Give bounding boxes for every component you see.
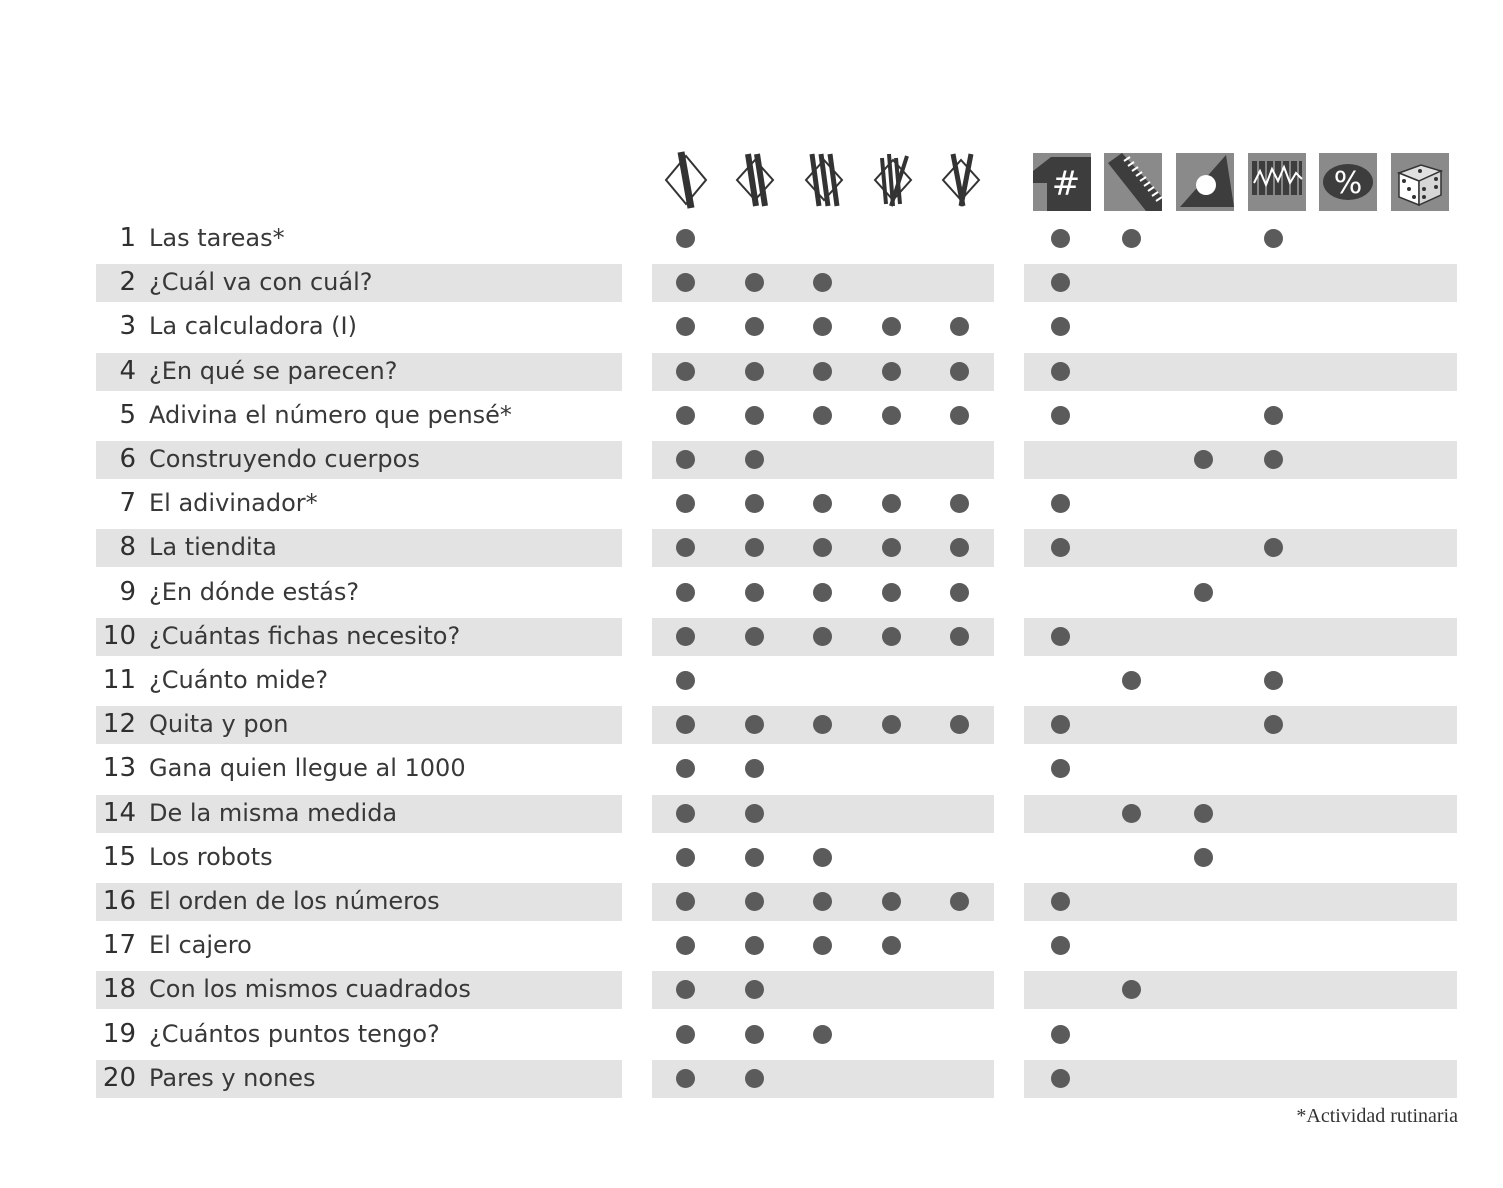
- grade-dot: [745, 715, 764, 734]
- activity-number: 2: [119, 267, 136, 298]
- grade-dot: [950, 362, 969, 381]
- activity-number: 1: [119, 223, 136, 253]
- activity-number: 4: [119, 355, 136, 386]
- svg-text:#: #: [1051, 164, 1081, 204]
- footnote: *Actividad rutinaria: [1296, 1105, 1458, 1127]
- activity-title: Con los mismos cuadrados: [149, 975, 471, 1004]
- grade-dot: [676, 980, 695, 999]
- axis-dot: [1264, 715, 1283, 734]
- table-row: [0, 482, 1503, 524]
- axis-dot: [1194, 583, 1213, 602]
- table-row: [0, 615, 1503, 657]
- grade-dot: [950, 494, 969, 513]
- grade-dot: [950, 538, 969, 557]
- axis-dot: [1051, 229, 1070, 248]
- table-row: [0, 394, 1503, 436]
- grade-dot: [676, 317, 695, 336]
- grade-dot: [813, 892, 832, 911]
- grade-dot: [882, 936, 901, 955]
- grade-dot: [676, 494, 695, 513]
- axis-dot: [1264, 671, 1283, 690]
- activity-title: ¿Cuántos puntos tengo?: [149, 1019, 440, 1048]
- axis-dot: [1194, 804, 1213, 823]
- grade-dot: [813, 583, 832, 602]
- grade-dot: [745, 494, 764, 513]
- axis-dot: [1264, 538, 1283, 557]
- grade-dot: [745, 1025, 764, 1044]
- row-band: [1024, 1060, 1457, 1098]
- grade-dot: [950, 406, 969, 425]
- grade-dot: [745, 848, 764, 867]
- table-row: [0, 659, 1503, 701]
- table-row: [0, 261, 1503, 303]
- percent-icon: [1319, 153, 1377, 211]
- activity-number: 15: [102, 841, 136, 872]
- grade-3-icon: [800, 148, 848, 212]
- grade-dot: [676, 406, 695, 425]
- activity-number: 13: [102, 753, 136, 784]
- axis-dot: [1264, 229, 1283, 248]
- activity-number: 19: [102, 1018, 136, 1049]
- row-band: [1024, 264, 1457, 302]
- grade-dot: [745, 406, 764, 425]
- row-band: [1024, 795, 1457, 833]
- axis-dot: [1194, 450, 1213, 469]
- grade-dot: [745, 273, 764, 292]
- grade-dot: [676, 229, 695, 248]
- grade-dot: [882, 538, 901, 557]
- grade-dot: [745, 980, 764, 999]
- grade-dot: [676, 627, 695, 646]
- activity-title: El adivinador*: [149, 489, 318, 518]
- grade-dot: [745, 317, 764, 336]
- grade-dot: [813, 848, 832, 867]
- activity-title: ¿Cuántas fichas necesito?: [149, 621, 461, 650]
- grade-dot: [950, 627, 969, 646]
- grade-dot: [950, 317, 969, 336]
- grade-dot: [813, 538, 832, 557]
- grade-1-icon: [662, 148, 710, 212]
- row-band: [652, 441, 994, 479]
- ruler-icon: [1104, 153, 1162, 211]
- axis-dot: [1051, 406, 1070, 425]
- activity-title: ¿En dónde estás?: [149, 577, 360, 606]
- grade-dot: [745, 936, 764, 955]
- grade-5-icon: [937, 148, 985, 212]
- grade-dot: [745, 450, 764, 469]
- grade-dot: [745, 627, 764, 646]
- axis-dot: [1051, 494, 1070, 513]
- grade-dot: [813, 494, 832, 513]
- grade-dot: [813, 936, 832, 955]
- grade-dot: [676, 362, 695, 381]
- table-row: [0, 571, 1503, 613]
- table-row: [0, 747, 1503, 789]
- activity-title: ¿Cuál va con cuál?: [149, 268, 373, 297]
- activity-title: El cajero: [149, 931, 252, 960]
- grade-dot: [676, 450, 695, 469]
- grade-dot: [882, 494, 901, 513]
- row-band: [1024, 706, 1457, 744]
- axis-dot: [1051, 1069, 1070, 1088]
- grade-dot: [745, 1069, 764, 1088]
- grade-dot: [882, 406, 901, 425]
- axis-dot: [1051, 1025, 1070, 1044]
- grade-dot: [882, 715, 901, 734]
- dice-icon: [1391, 153, 1449, 211]
- grade-dot: [882, 583, 901, 602]
- table-row: [0, 1057, 1503, 1099]
- activity-number: 8: [119, 532, 136, 563]
- activity-title: ¿En qué se parecen?: [149, 356, 398, 385]
- table-row: [0, 526, 1503, 568]
- table-row: [0, 924, 1503, 966]
- grade-dot: [676, 273, 695, 292]
- grade-dot: [745, 759, 764, 778]
- activity-number: 11: [102, 665, 136, 695]
- grade-dot: [950, 583, 969, 602]
- table-row: [0, 438, 1503, 480]
- table-row: [0, 350, 1503, 392]
- grade-dot: [676, 759, 695, 778]
- axis-dot: [1051, 273, 1070, 292]
- activity-title: Adivina el número que pensé*: [149, 400, 512, 429]
- grade-dot: [676, 538, 695, 557]
- svg-text:%: %: [1333, 166, 1363, 201]
- axis-dot: [1051, 759, 1070, 778]
- grade-dot: [745, 538, 764, 557]
- axis-dot: [1051, 936, 1070, 955]
- grade-dot: [745, 892, 764, 911]
- activity-number: 6: [119, 444, 136, 474]
- grade-dot: [676, 936, 695, 955]
- activity-title: ¿Cuánto mide?: [149, 666, 329, 694]
- row-band: [1024, 529, 1457, 567]
- table-row: [0, 703, 1503, 745]
- activity-title: Las tareas*: [149, 224, 285, 252]
- grade-dot: [745, 583, 764, 602]
- axis-dot: [1051, 627, 1070, 646]
- grade-dot: [676, 671, 695, 690]
- row-band: [652, 1060, 994, 1098]
- grade-dot: [882, 362, 901, 381]
- table-row: [0, 880, 1503, 922]
- grade-dot: [676, 892, 695, 911]
- activity-title: La calculadora (I): [149, 312, 357, 341]
- grade-dot: [813, 406, 832, 425]
- grade-dot: [813, 715, 832, 734]
- axis-dot: [1051, 362, 1070, 381]
- activity-number: 16: [102, 886, 136, 916]
- grade-2-icon: [731, 148, 779, 212]
- grade-dot: [813, 317, 832, 336]
- axis-dot: [1051, 715, 1070, 734]
- activity-number: 3: [119, 311, 136, 342]
- axis-dot: [1122, 980, 1141, 999]
- activity-title: Gana quien llegue al 1000: [149, 754, 466, 783]
- axis-dot: [1122, 671, 1141, 690]
- table-row: [0, 1013, 1503, 1055]
- grade-dot: [813, 627, 832, 646]
- row-band: [1024, 971, 1457, 1009]
- table-row: [0, 968, 1503, 1010]
- grade-dot: [676, 583, 695, 602]
- grade-dot: [676, 1025, 695, 1044]
- row-band: [1024, 883, 1457, 921]
- grade-dot: [882, 892, 901, 911]
- grade-dot: [882, 317, 901, 336]
- activity-number: 9: [119, 576, 136, 607]
- activity-title: El orden de los números: [149, 887, 440, 915]
- grade-dot: [813, 362, 832, 381]
- grade-dot: [950, 892, 969, 911]
- row-band: [1024, 618, 1457, 656]
- table-row: [0, 792, 1503, 834]
- activity-number: 12: [102, 709, 136, 740]
- activity-title: Pares y nones: [149, 1063, 316, 1092]
- axis-dot: [1122, 229, 1141, 248]
- activity-title: Quita y pon: [149, 710, 289, 739]
- graph-icon: [1248, 153, 1306, 211]
- row-band: [1024, 441, 1457, 479]
- grade-dot: [745, 804, 764, 823]
- activity-number: 10: [102, 620, 136, 651]
- grade-dot: [676, 804, 695, 823]
- row-band: [652, 971, 994, 1009]
- activity-number: 17: [102, 930, 136, 961]
- table-row: [0, 836, 1503, 878]
- grade-dot: [950, 715, 969, 734]
- table-row: [0, 305, 1503, 347]
- activity-title: Construyendo cuerpos: [149, 445, 420, 473]
- grade-dot: [676, 715, 695, 734]
- grade-dot: [676, 1069, 695, 1088]
- axis-dot: [1264, 450, 1283, 469]
- axis-dot: [1051, 317, 1070, 336]
- activity-number: 5: [119, 399, 136, 430]
- activity-title: Los robots: [149, 842, 273, 871]
- activity-number: 18: [102, 974, 136, 1005]
- axis-dot: [1051, 538, 1070, 557]
- axis-dot: [1051, 892, 1070, 911]
- triangle-circle-icon: [1176, 153, 1234, 211]
- grade-dot: [813, 1025, 832, 1044]
- grade-4-icon: [869, 148, 917, 212]
- activity-number: 14: [102, 797, 136, 828]
- grade-dot: [745, 362, 764, 381]
- grade-dot: [676, 848, 695, 867]
- grade-dot: [882, 627, 901, 646]
- activity-title: De la misma medida: [149, 798, 398, 827]
- hash-icon: [1033, 153, 1091, 211]
- grade-dot: [813, 273, 832, 292]
- axis-dot: [1194, 848, 1213, 867]
- axis-dot: [1264, 406, 1283, 425]
- activity-number: 7: [119, 488, 136, 519]
- activity-number: 20: [102, 1062, 136, 1093]
- row-band: [652, 795, 994, 833]
- activity-title: La tiendita: [149, 533, 277, 562]
- axis-dot: [1122, 804, 1141, 823]
- table-row: [0, 217, 1503, 259]
- row-band: [1024, 353, 1457, 391]
